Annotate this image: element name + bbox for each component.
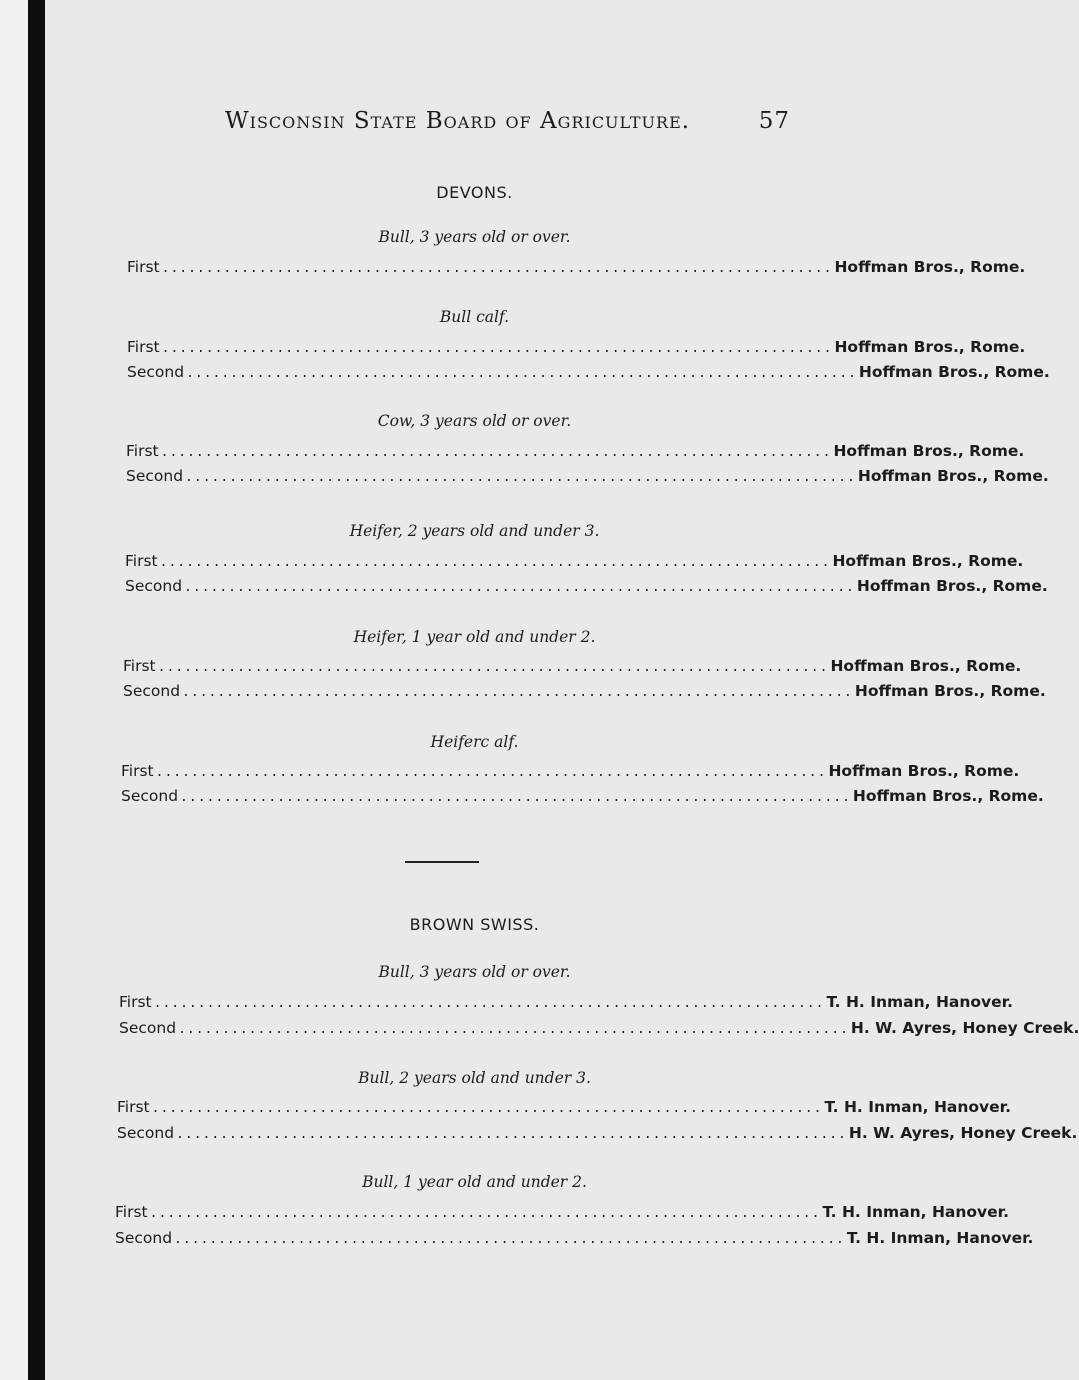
award-winner: Hoffman Bros., Rome. — [852, 787, 1044, 805]
award-place: First — [127, 258, 160, 276]
award-place: Second — [125, 577, 183, 595]
award-entry — [127, 258, 1026, 278]
award-entry — [127, 363, 1050, 383]
section-title-brown-swiss: BROWN SWISS. — [409, 915, 540, 934]
page-number: 57 — [758, 108, 790, 134]
leader-dots: ............................................................................ — [151, 1101, 823, 1116]
award-place: First — [119, 993, 152, 1011]
leader-dots: ............................................................................ — [159, 555, 831, 570]
award-place: First — [125, 552, 158, 570]
class-title: Bull, 3 years old or over. — [378, 228, 571, 246]
class-title: Bull, 2 years old and under 3. — [358, 1069, 591, 1087]
award-winner: H. W. Ayres, Honey Creek. — [850, 1019, 1079, 1037]
award-place: Second — [119, 1019, 177, 1037]
leader-dots: ............................................................................ — [155, 765, 827, 780]
page-edge — [0, 0, 28, 1380]
award-entry — [127, 338, 1026, 358]
leader-dots: ............................................................................ — [161, 261, 833, 276]
award-entry — [125, 552, 1024, 572]
award-entry — [123, 682, 1046, 702]
award-place: First — [121, 762, 154, 780]
award-winner: Hoffman Bros., Rome. — [834, 258, 1026, 276]
award-entry — [119, 1019, 1079, 1039]
award-winner: Hoffman Bros., Rome. — [832, 552, 1024, 570]
award-entry — [121, 762, 1020, 782]
award-winner: T. H. Inman, Hanover. — [822, 1203, 1009, 1221]
leader-dots: ............................................................................ — [149, 1206, 821, 1221]
award-entry — [123, 657, 1022, 677]
award-entry — [126, 442, 1025, 462]
award-place: First — [115, 1203, 148, 1221]
award-place: First — [127, 338, 160, 356]
class-title: Heiferc alf. — [430, 733, 519, 751]
award-entry — [119, 993, 1013, 1013]
award-entry — [125, 577, 1048, 597]
class-title: Bull calf. — [439, 308, 510, 326]
class-title: Bull, 1 year old and under 2. — [362, 1173, 587, 1191]
class-title: Bull, 3 years old or over. — [378, 963, 571, 981]
award-winner: Hoffman Bros., Rome. — [834, 338, 1026, 356]
award-place: Second — [115, 1229, 173, 1247]
award-place: First — [117, 1098, 150, 1116]
leader-dots: ............................................................................ — [174, 1232, 845, 1247]
award-winner: Hoffman Bros., Rome. — [833, 442, 1025, 460]
leader-dots: ............................................................................ — [157, 660, 829, 675]
award-entry — [115, 1229, 1034, 1249]
award-winner: Hoffman Bros., Rome. — [830, 657, 1022, 675]
award-place: Second — [127, 363, 185, 381]
award-winner: Hoffman Bros., Rome. — [858, 363, 1050, 381]
award-place: First — [126, 442, 159, 460]
leader-dots: ............................................................................ — [161, 341, 833, 356]
leader-dots: ............................................................................ — [180, 790, 851, 805]
class-title: Cow, 3 years old or over. — [377, 412, 572, 430]
header-title: Wisconsin State Board of Agriculture. — [225, 108, 691, 134]
award-winner: T. H. Inman, Hanover. — [846, 1229, 1034, 1247]
running-header — [225, 108, 790, 134]
award-winner: Hoffman Bros., Rome. — [828, 762, 1020, 780]
award-place: Second — [121, 787, 179, 805]
award-entry — [117, 1124, 1078, 1144]
leader-dots: ............................................................................ — [182, 685, 853, 700]
award-place: First — [123, 657, 156, 675]
award-place: Second — [126, 467, 184, 485]
award-entry — [115, 1203, 1009, 1223]
leader-dots: ............................................................................ — [153, 996, 825, 1011]
award-winner: T. H. Inman, Hanover. — [824, 1098, 1011, 1116]
award-entry — [121, 787, 1044, 807]
award-winner: Hoffman Bros., Rome. — [854, 682, 1046, 700]
class-title: Heifer, 2 years old and under 3. — [349, 522, 600, 540]
leader-dots: ............................................................................ — [184, 580, 855, 595]
award-winner: H. W. Ayres, Honey Creek. — [848, 1124, 1078, 1142]
award-entry — [126, 467, 1049, 487]
class-title: Heifer, 1 year old and under 2. — [353, 628, 596, 646]
leader-dots: ............................................................................ — [185, 470, 856, 485]
award-place: Second — [117, 1124, 175, 1142]
award-winner: T. H. Inman, Hanover. — [826, 993, 1013, 1011]
award-winner: Hoffman Bros., Rome. — [857, 467, 1049, 485]
award-entry — [117, 1098, 1011, 1118]
award-place: Second — [123, 682, 181, 700]
section-title-devons: DEVONS. — [436, 183, 513, 202]
leader-dots: ............................................................................ — [178, 1022, 849, 1037]
leader-dots: ............................................................................ — [160, 445, 832, 460]
document-page — [45, 0, 1079, 1380]
award-winner: Hoffman Bros., Rome. — [856, 577, 1048, 595]
leader-dots: ............................................................................ — [176, 1127, 847, 1142]
section-divider — [405, 861, 479, 863]
book-spine-shadow — [28, 0, 45, 1380]
leader-dots: ............................................................................ — [186, 366, 857, 381]
